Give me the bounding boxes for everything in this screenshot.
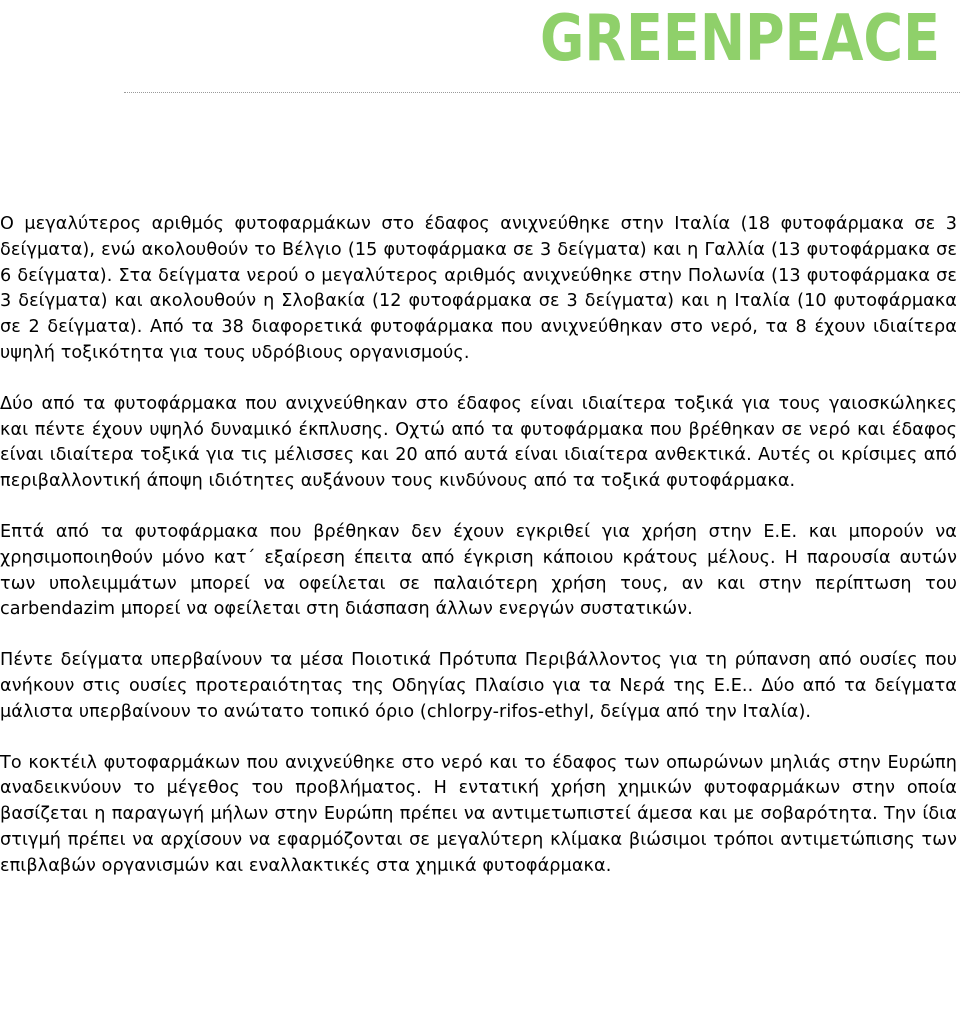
logo-wordmark: GREENPEACE — [540, 2, 940, 72]
paragraph-pesticides-by-country: Ο μεγαλύτερος αριθμός φυτοφαρμάκων στο έδαφος ανιχνεύθηκε στην Ιταλία (18 φυτοφάρμακα σε 3 δείγματα), ενώ ακολουθούν το Βέλγιο (15 φυτοφάρμακα σε 3 δείγματα) και η Γαλλία (13 φυτοφάρμακα σε 6 δείγματα). Στα δείγματα νερού ο μεγαλύτερος αριθμός ανιχνεύθηκε στην Πολωνία (13 φυτοφάρμακα σε 3 δείγματα) και ακολουθούν η Σλοβακία (12 φυτοφάρμακα σε 3 δείγματα) και η Ιταλία (10 φυτοφάρμακα σε 2 δείγματα). Από τα 38 διαφορετικά φυτοφάρμακα που ανιχνεύθηκαν στο νερό, τα 8 έχουν ιδιαίτερα υψηλή τοξικότητα για τους υδρόβιους οργανισμούς. — [0, 214, 957, 363]
page-header — [0, 0, 960, 100]
paragraph-conclusion: Το κοκτέιλ φυτοφαρμάκων που ανιχνεύθηκε στο νερό και το έδαφος των οπωρώνων μηλιάς στην Ευρώπη αναδεικνύουν το μέγεθος του προβλήματος. Η εντατική χρήση χημικών φυτοφαρμάκων στην οποία βασίζεται η παραγωγή μήλων στην Ευρώπη πρέπει να αντιμετωπιστεί άμεσα και με σοβαρότητα. Την ίδια στιγμή πρέπει να αρχίσουν να εφαρμόζονται σε μεγαλύτερη κλίμακα βιώσιμοι τρόποι αντιμετώπισης των επιβλαβών οργανισμών και εναλλακτικές στα χημικά φυτοφάρμακα. — [0, 752, 957, 876]
paragraph-unapproved-pesticides: Επτά από τα φυτοφάρμακα που βρέθηκαν δεν έχουν εγκριθεί για χρήση στην Ε.Ε. και μπορούν να χρησιμοποιηθούν μόνο κατ΄ εξαίρεση έπειτα από έγκριση κάποιου κράτους μέλους. Η παρουσία αυτών των υπολειμμάτων μπορεί να οφείλεται σε παλαιότερη χρήση τους, αν και στην περίπτωση του carbendazim μπορεί να οφείλεται στη διάσπαση άλλων ενεργών συστατικών. — [0, 521, 957, 620]
paragraph-quality-standards: Πέντε δείγματα υπερβαίνουν τα μέσα Ποιοτικά Πρότυπα Περιβάλλοντος για τη ρύπανση από ουσίες που ανήκουν στις ουσίες προτεραιότητας της Οδηγίας Πλαίσιο για τα Νερά της Ε.Ε.. Δύο από τα δείγματα μάλιστα υπερβαίνουν το ανώτατο τοπικό όριο (chlorpy-rifos-ethyl, δείγμα από την Ιταλία). — [0, 650, 957, 722]
header-divider — [124, 92, 960, 93]
logo-graphic — [535, 2, 945, 72]
document-body — [0, 212, 957, 905]
greenpeace-logo — [535, 2, 945, 72]
paragraph-toxicity: Δύο από τα φυτοφάρμακα που ανιχνεύθηκαν στο έδαφος είναι ιδιαίτερα τοξικά για τους γαιοσκώληκες και πέντε έχουν υψηλό δυναμικό έκπλυσης. Οχτώ από τα φυτοφάρμακα που βρέθηκαν σε νερό και έδαφος είναι ιδιαίτερα τοξικά για τις μέλισσες και 20 από αυτά είναι ιδιαίτερα ανθεκτικά. Αυτές οι κρίσιμες από περιβαλλοντική άποψη ιδιότητες αυξάνουν τους κινδύνους από τα τοξικά φυτοφάρμακα. — [0, 393, 957, 492]
